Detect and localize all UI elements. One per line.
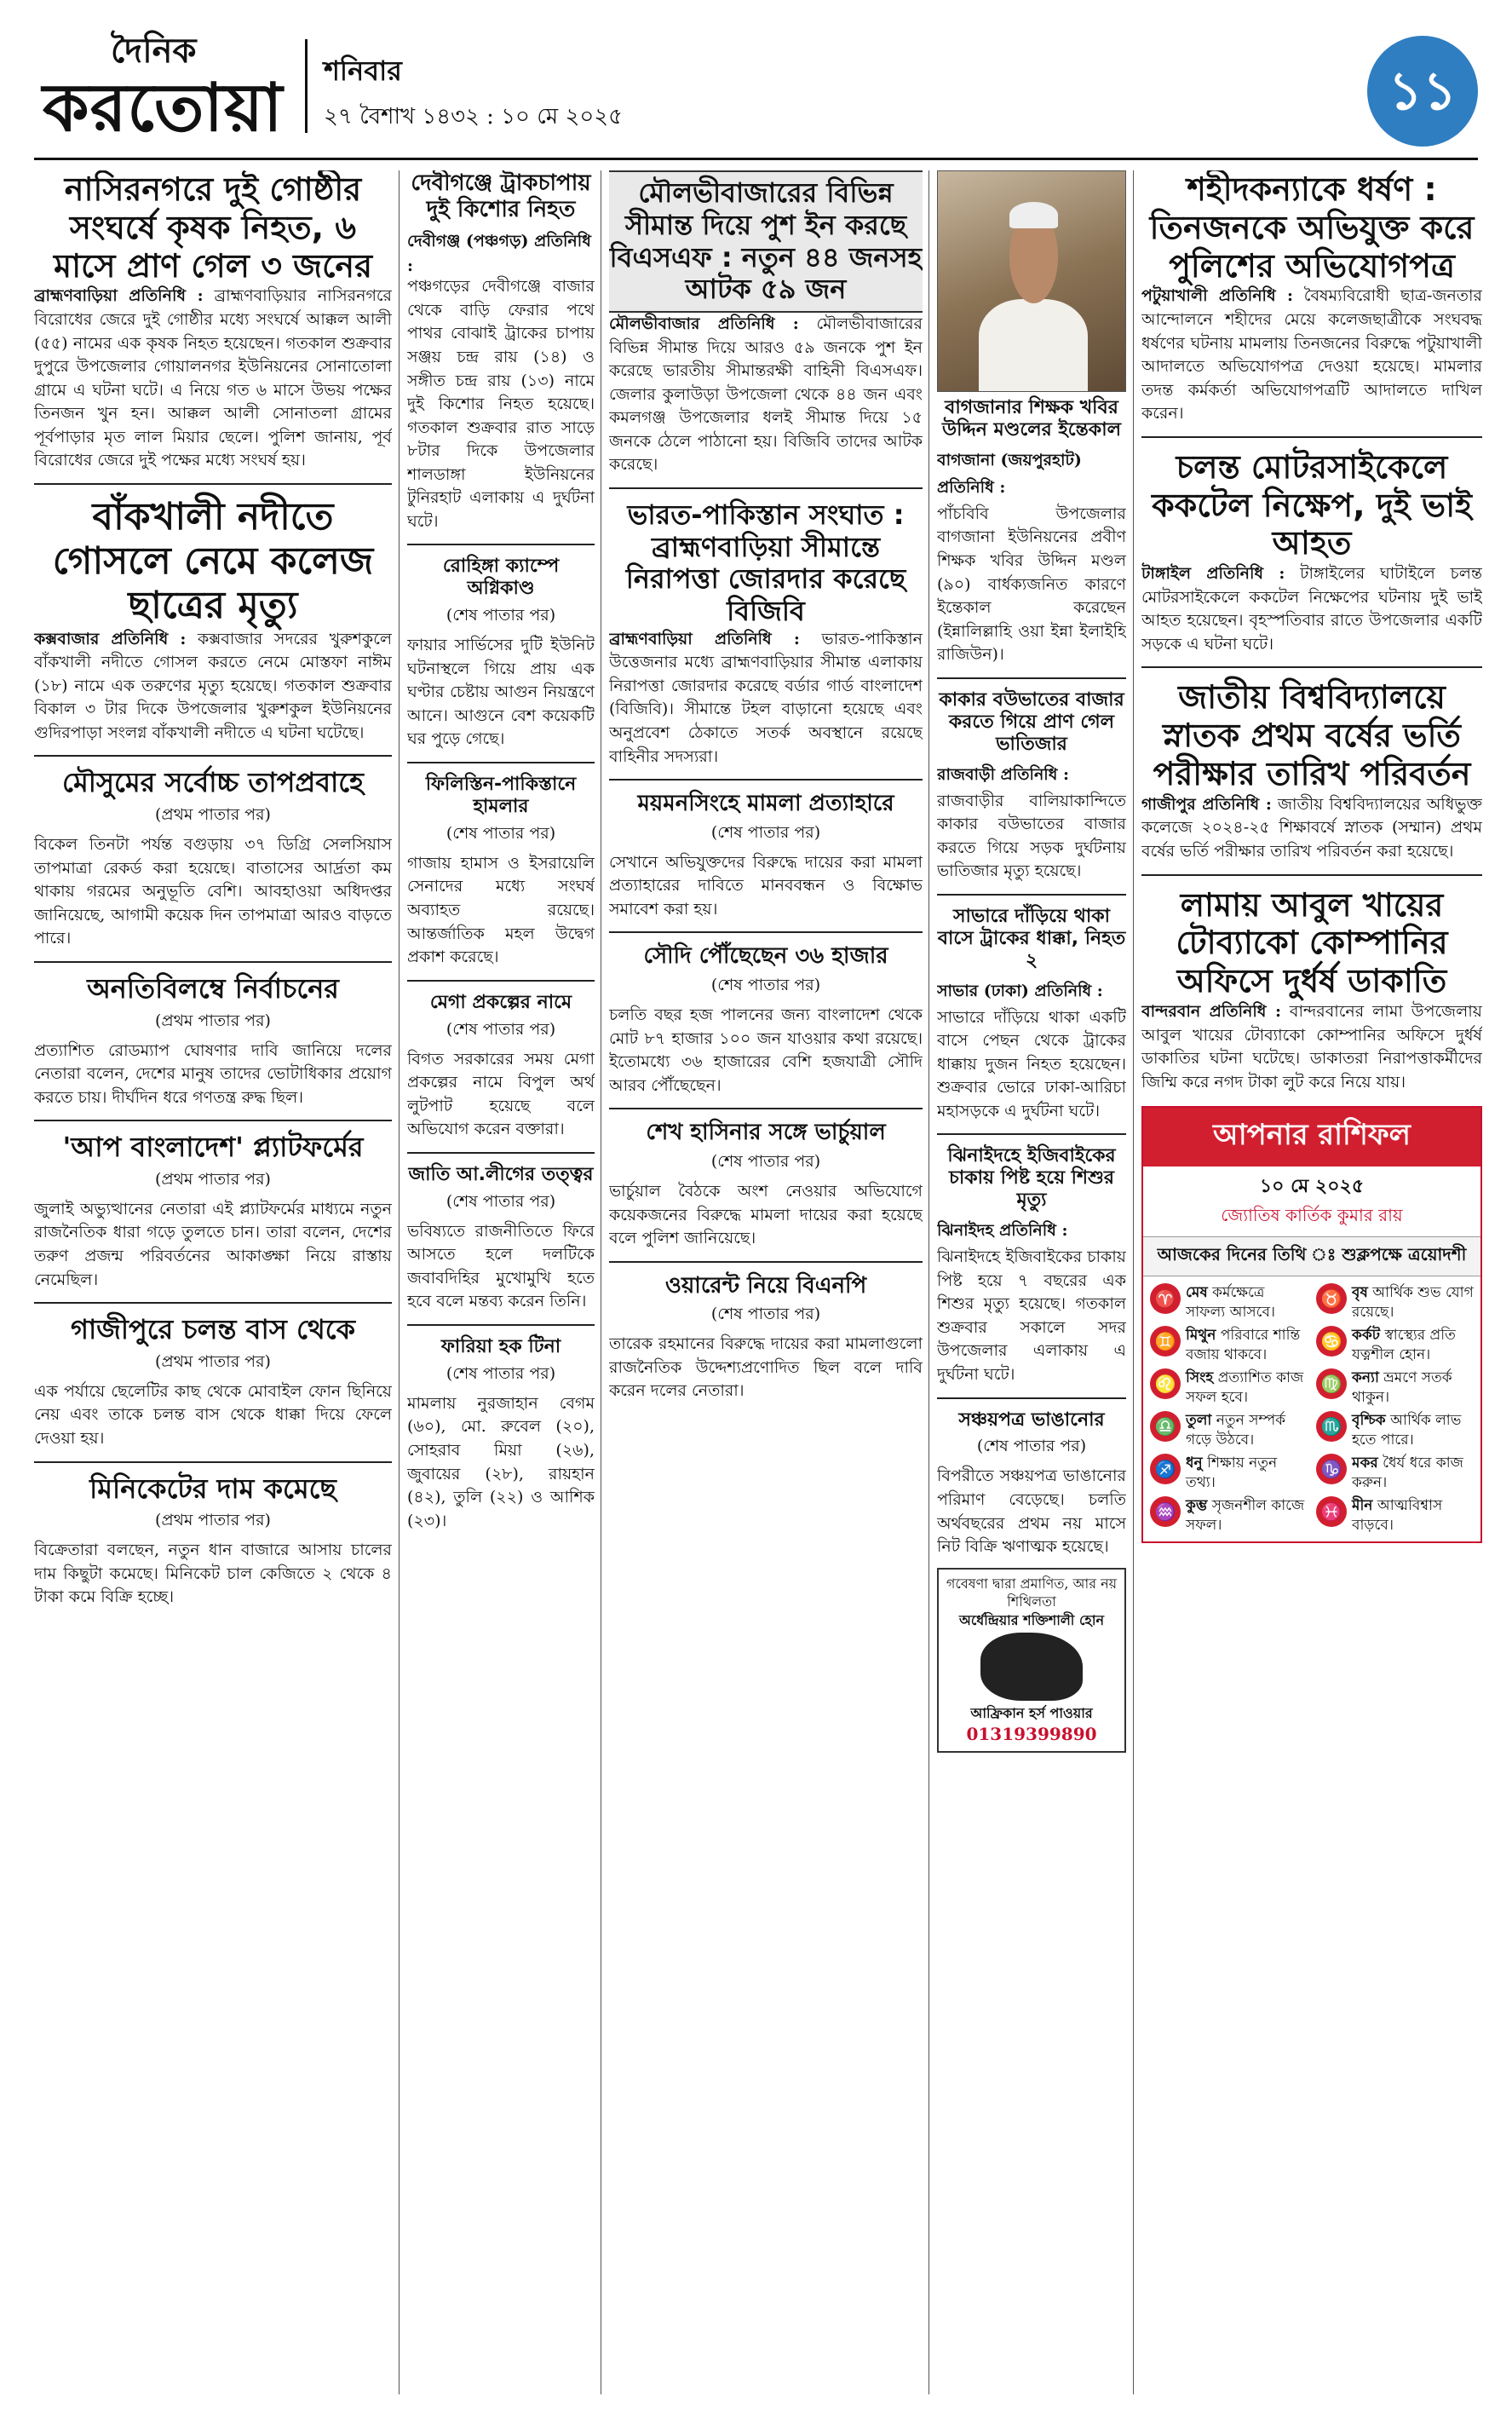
horoscope-item (1150, 1326, 1308, 1365)
article-body (34, 628, 392, 746)
article-text: জুলাই অভ্যুত্থানের নেতারা এই প্ল্যাটফর্মের মাধ্যমে নতুন রাজনৈতিক ধারা গড়ে তুলতে চান। তারা বলেন, দেশের তরুণ প্রজন্ম পরিবর্তনের আকাঙ্ক্ষা নিয়ে রাস্তায় নেমেছিল। (34, 1199, 392, 1289)
headline-hajj: সৌদি পৌঁছেছেন ৩৬ হাজার (643, 943, 888, 970)
reporter-credit: মৌলভীবাজার প্রতিনিধি : (609, 314, 799, 333)
headline-debiganj: দেবীগঞ্জে ট্রাকচাপায় দুই কিশোর নিহত (411, 170, 591, 222)
headline-rajbari: কাকার বউভাতের বাজার করতে গিয়ে প্রাণ গেল ভাতিজার (939, 688, 1124, 755)
headline-india-pakistan: ভারত-পাকিস্তান সংঘাত : ব্রাহ্মণবাড়িয়া সীমান্তে নিরাপত্তা জোরদার করেছে বিজিবি (625, 498, 906, 628)
horoscope-date: ১০ মে ২০২৫ (1259, 1175, 1365, 1198)
page-number: ১১ (1367, 36, 1478, 147)
zodiac-reading: ধৈর্য ধরে কাজ করুন। (1352, 1454, 1463, 1491)
zodiac-name: কন্যা (1352, 1368, 1379, 1386)
article-divider (34, 1120, 392, 1121)
zodiac-name: মেষ (1186, 1284, 1208, 1302)
article-divider (34, 483, 392, 485)
horoscope-grid (1143, 1276, 1480, 1541)
article-text: বৈষম্যবিরোধী ছাত্র-জনতার আন্দোলনে শহীদের মেয়ে কলেজছাত্রীকে সংঘবদ্ধ ধর্ষণের ঘটনায় মামলায় তিনজনের বিরুদ্ধে পটুয়াখালী আদালতে অভিযোগপত্র দেওয়া হয়েছে। মামলার তদন্ত কর্মকর্তা অভিযোগপত্রটি আদালতে দাখিল করেন। (1141, 286, 1482, 423)
headline-faria-hoque: ফারিয়া হক টিনা (440, 1335, 561, 1357)
horoscope-text (1352, 1411, 1474, 1450)
reporter-credit: টাঙ্গাইল প্রতিনিধি : (1141, 564, 1285, 584)
reporter-credit: রাজবাড়ী প্রতিনিধি : (937, 764, 1070, 784)
continuation-note: (শেষ পাতার পর) (710, 1305, 821, 1324)
zodiac-name: তুলা (1186, 1411, 1212, 1429)
article-divider (937, 894, 1126, 896)
horoscope-item (1150, 1368, 1308, 1408)
horoscope-text (1186, 1326, 1308, 1365)
zodiac-reading: আর্থিক লাভ হতে পারে। (1352, 1411, 1462, 1449)
continuation-note: (শেষ পাতার পর) (710, 1151, 821, 1171)
headline-savings: সঞ্চয়পত্র ভাঙানোর (958, 1408, 1105, 1431)
continuation-note: (শেষ পাতার পর) (710, 976, 821, 995)
headline-election: অনতিবিলম্বে নির্বাচনের (87, 971, 339, 1005)
article-divider (937, 1133, 1126, 1135)
article-text: বিপরীতে সঞ্চয়পত্র ভাঙানোর পরিমাণ বেড়েছে। চলতি অর্থবছরের প্রথম নয় মাসে নিট বিক্রি ঋণাত্মক হয়েছে। (937, 1466, 1126, 1557)
article-text: এক পর্যায়ে ছেলেটির কাছ থেকে মোবাইল ফোন ছিনিয়ে নেয় এবং তাকে চলন্ত বাস থেকে ধাক্কা দিয়ে ফেলে দেওয়া হয়। (34, 1381, 392, 1448)
column-rule (1133, 170, 1134, 2394)
article-text: মৌলভীবাজারের বিভিন্ন সীমান্ত দিয়ে আরও ৫৯ জনকে পুশ ইন করেছে ভারতীয় সীমান্তরক্ষী বাহিনী বিএসএফ। জেলার কুলাউড়া উপজেলা থেকে ৪৪ জন এবং কমলগঞ্জ উপজেলার ধলই সীমান্ত দিয়ে ১৫ জনকে ঠেলে পাঠানো হয়। বিজিবি তাদের আটক করেছে। (609, 314, 923, 475)
horoscope-text (1352, 1283, 1474, 1322)
article-text: সাভারে দাঁড়িয়ে থাকা একটি বাসে পেছন থেকে ট্রাকের ধাক্কায় দুজন নিহত হয়েছেন। শুক্রবার ভোরে ঢাকা-আরিচা মহাসড়কে এ দুর্ঘটনা ঘটে। (937, 1007, 1126, 1120)
zodiac-reading: প্রত্যাশিত কাজ সফল হবে। (1186, 1368, 1304, 1406)
tithi-line: আজকের দিনের তিথি ঃ শুক্লপক্ষে ত্রয়োদশী (1143, 1236, 1480, 1276)
zodiac-name: কুম্ভ (1186, 1496, 1208, 1514)
article-divider (34, 961, 392, 963)
horoscope-item (1316, 1411, 1474, 1450)
headline-mega-project: মেগা প্রকল্পের নামে (429, 991, 572, 1013)
continuation-note: (শেষ পাতার পর) (446, 1019, 556, 1039)
ad-product: আফ্রিকান হর্স পাওয়ার (970, 1705, 1093, 1722)
zodiac-name: বৃষ (1352, 1284, 1368, 1302)
photo-cap (1009, 202, 1058, 228)
continuation-note: (প্রথম পাতার পর) (155, 805, 271, 825)
article-divider (609, 931, 923, 933)
article-divider (609, 1108, 923, 1109)
continuation-note: (শেষ পাতার পর) (976, 1437, 1087, 1456)
headline-miniket: মিনিকেটের দাম কমেছে (89, 1472, 336, 1505)
headline-heatwave: মৌসুমের সর্বোচ্চ তাপপ্রবাহে (62, 766, 364, 799)
article-text: ভবিষ্যতে রাজনীতিতে ফিরে আসতে হলে দলটিকে জবাবদিহির মুখোমুখি হতে হবে বলে মন্তব্য করেন তিনি। (407, 1221, 595, 1311)
reporter-credit: পটুয়াখালী প্রতিনিধি : (1141, 286, 1293, 306)
zodiac-reading: শিক্ষায় নতুন তথ্য। (1186, 1454, 1278, 1491)
reporter-credit: দেবীগঞ্জ (পঞ্চগড়) প্রতিনিধি : (407, 232, 591, 276)
horoscope-text (1186, 1454, 1308, 1493)
reporter-credit: ব্রাহ্মণবাড়িয়া প্রতিনিধি : (609, 629, 800, 648)
article-text: টাঙ্গাইলের ঘাটাইলে চলন্ত মোটরসাইকেলে ককটেল নিক্ষেপের ঘটনায় দুই ভাই আহত হয়েছেন। বৃহস্পতিবার রাতে উপজেলার একটি সড়কে এ ঘটনা ঘটে। (1141, 564, 1482, 654)
article-divider (609, 1261, 923, 1263)
headline-nasirnagar: নাসিরনগরে দুই গোষ্ঠীর সংঘর্ষে কৃষক নিহত, ৬ মাসে প্রাণ গেল ৩ জনের (54, 170, 372, 285)
issue-date: ২৭ বৈশাখ ১৪৩২ : ১০ মে ২০২৫ (324, 104, 624, 130)
zodiac-name: মিথুন (1186, 1327, 1216, 1345)
horoscope-author: জ্যোতিষ কার্তিক কুমার রায় (1221, 1205, 1403, 1226)
zodiac-icon: ♈ (1150, 1283, 1181, 1314)
zodiac-icon: ♎ (1150, 1411, 1181, 1442)
zodiac-reading: স্বাস্থ্যের প্রতি যত্নশীল হোন। (1352, 1327, 1456, 1364)
continuation-note: (শেষ পাতার পর) (446, 823, 556, 843)
headline-jhenaidah: ঝিনাইদহে ইজিবাইকের চাকায় পিষ্ট হয়ে শিশুর মৃত্যু (947, 1145, 1116, 1212)
horse-icon (980, 1633, 1083, 1701)
reporter-credit: গাজীপুর প্রতিনিধি : (1141, 794, 1272, 814)
headline-hasina-virtual: শেখ হাসিনার সঙ্গে ভার্চুয়াল (646, 1120, 886, 1146)
horoscope-item (1316, 1326, 1474, 1365)
zodiac-name: মীন (1352, 1496, 1373, 1514)
article-body (609, 313, 923, 477)
zodiac-icon: ♊ (1150, 1326, 1181, 1357)
zodiac-icon: ♒ (1150, 1496, 1181, 1527)
zodiac-icon: ♑ (1316, 1454, 1347, 1484)
horoscope-item (1150, 1411, 1308, 1450)
column-5 (1141, 170, 1482, 2403)
headline-cocktail: চলন্ত মোটরসাইকেলে ককটেল নিক্ষেপ, দুই ভাই আহত (1152, 447, 1472, 562)
horoscope-item (1150, 1496, 1308, 1535)
zodiac-icon: ♐ (1150, 1454, 1181, 1484)
article-divider (407, 980, 595, 982)
article-divider (34, 1302, 392, 1304)
article-divider (407, 1324, 595, 1326)
horoscope-text (1186, 1283, 1308, 1322)
article-divider (407, 1152, 595, 1154)
article-text: বিকেল তিনটা পর্যন্ত বগুড়ায় ৩৭ ডিগ্রি সেলসিয়াস তাপমাত্রা রেকর্ড করা হয়েছে। বাতাসের আর্দ্রতা কম থাকায় গরমের অনুভূতি বেশি। আবহাওয়া অধিদপ্তর জানিয়েছে, আগামী কয়েক দিন তাপমাত্রা আরও বাড়তে পারে। (34, 835, 392, 948)
article-divider (937, 677, 1126, 679)
article-text: চলতি বছর হজ পালনের জন্য বাংলাদেশ থেকে মোট ৮৭ হাজার ১০০ জন যাওয়ার কথা রয়েছে। ইতোমধ্যে ৩৬ হাজারের বেশি হজযাত্রী সৌদি আরব পৌঁছেছেন। (609, 1005, 923, 1095)
article-divider (609, 487, 923, 489)
logo-small: দৈনিক (111, 32, 197, 71)
article-text: রাজবাড়ীর বালিয়াকান্দিতে কাকার বউভাতের বাজার করতে গিয়ে সড়ক দুর্ঘটনায় ভাতিজার মৃত্যু হয়েছে। (937, 791, 1126, 881)
zodiac-icon: ♌ (1150, 1368, 1181, 1399)
zodiac-reading: কর্মক্ষেত্রে সাফল্য আসবে। (1186, 1284, 1276, 1322)
continuation-note: (শেষ পাতার পর) (446, 606, 556, 625)
article-divider (1141, 874, 1482, 876)
advertisement (937, 1568, 1126, 1753)
reporter-credit: ঝিনাইদহ প্রতিনিধি : (937, 1221, 1068, 1241)
horoscope-item (1316, 1283, 1474, 1322)
article-text: ঝিনাইদহে ইজিবাইকের চাকায় পিষ্ট হয়ে ৭ বছরের এক শিশুর মৃত্যু হয়েছে। গতকাল শুক্রবার সকালে সদর উপজেলার এলাকায় এ দুর্ঘটনা ঘটে। (937, 1247, 1126, 1384)
article-text: পাঁচবিবি উপজেলার বাগজানা ইউনিয়নের প্রবীণ শিক্ষক খবির উদ্দিন মণ্ডল (৯০) বার্ধক্যজনিত কারণে ইন্তেকাল করেছেন (ইন্নালিল্লাহি ওয়া ইন্না ইলাইহি রাজিউন)। (937, 504, 1126, 665)
column-rule (928, 170, 929, 2394)
horoscope-item (1316, 1496, 1474, 1535)
column-4 (937, 170, 1126, 2403)
article-body (34, 285, 392, 472)
ad-phone: 01319399890 (966, 1724, 1097, 1745)
article-divider (34, 755, 392, 757)
column-1 (34, 170, 392, 2403)
article-text: বান্দরবানের লামা উপজেলায় আবুল খায়ের টোব্যাকো কোম্পানির অফিসে দুর্ধর্ষ ডাকাতির ঘটনা ঘটেছে। ডাকাতরা নিরাপত্তাকর্মীদের জিম্মি করে নগদ টাকা লুট করে নিয়ে যায়। (1141, 1002, 1482, 1092)
masthead-divider (305, 39, 308, 133)
obituary-caption: বাগজানার শিক্ষক খবির উদ্দিন মণ্ডলের ইন্তেকাল (942, 397, 1121, 441)
continuation-note: (প্রথম পাতার পর) (155, 1351, 271, 1371)
horoscope-title: আপনার রাশিফল (1143, 1108, 1480, 1167)
zodiac-icon: ♋ (1316, 1326, 1347, 1357)
zodiac-name: ধনু (1186, 1454, 1203, 1472)
article-text: মামলায় নুরজাহান বেগম (৬০), মো. রুবেল (২০), সোহরাব মিয়া (২৬), জুবায়ের (২৮), রায়হান (৪২), তুলি (২২) ও আশিক (২৩)। (407, 1393, 595, 1530)
zodiac-reading: আত্মবিশ্বাস বাড়বে। (1352, 1496, 1443, 1534)
headline-mymensingh: ময়মনসিংহে মামলা প্রত্যাহারে (637, 791, 894, 817)
ad-tagline: গবেষণা দ্বারা প্রমাণিত, আর নয় শিথিলতা (946, 1575, 1118, 1610)
zodiac-icon: ♍ (1316, 1368, 1347, 1399)
zodiac-reading: ভ্রমণে সতর্ক থাকুন। (1352, 1368, 1452, 1406)
issue-day: শনিবার (324, 55, 402, 87)
zodiac-name: সিংহ (1186, 1368, 1214, 1386)
article-text: জাতীয় বিশ্ববিদ্যালয়ের অধিভুক্ত কলেজে ২০২৪-২৫ শিক্ষাবর্ষে স্নাতক (সম্মান) প্রথম বর্ষের ভর্তি পরীক্ষার তারিখ পরিবর্তন করা হয়েছে। (1141, 794, 1482, 861)
article-text: প্রত্যাশিত রোডম্যাপ ঘোষণার দাবি জানিয়ে দলের নেতারা বলেন, দেশের মানুষ তাদের ভোটাধিকার প্রয়োগ করতে চায়। দীর্ঘদিন ধরে গণতন্ত্র রুদ্ধ ছিল। (34, 1040, 392, 1107)
horoscope-box (1141, 1106, 1482, 1543)
reporter-credit: বাগজানা (জয়পুরহাট) প্রতিনিধি : (937, 450, 1082, 497)
headline-lama-robbery: লামায় আবুল খায়ের টোব্যাকো কোম্পানির অফিসে দুর্ধর্ষ ডাকাতি (1176, 885, 1448, 1000)
headline-national-university: জাতীয় বিশ্ববিদ্যালয়ে স্নাতক প্রথম বর্ষের ভর্তি পরীক্ষার তারিখ পরিবর্তন (1153, 678, 1471, 793)
article-text: সেখানে অভিযুক্তদের বিরুদ্ধে দায়ের করা মামলা প্রত্যাহারের দাবিতে মানববন্ধন ও বিক্ষোভ সমাবেশ করা হয়। (609, 852, 923, 919)
zodiac-name: মকর (1352, 1454, 1378, 1472)
article-divider (407, 544, 595, 545)
article-body (609, 628, 923, 769)
article-body (1141, 285, 1482, 425)
headline-rohingya: রোহিঙ্গা ক্যাম্পে অগ্নিকাণ্ড (442, 556, 560, 600)
article-text: পঞ্চগড়ের দেবীগঞ্জে বাজার থেকে বাড়ি ফেরার পথে পাথর বোঝাই ট্রাকের চাপায় সঞ্জয় চন্দ্র রায় (১৪) ও সঙ্গীত চন্দ্র রায় (১৩) নামে দুই কিশোর নিহত হয়েছে। গতকাল শুক্রবার রাত সাড়ে ৮টার দিকে উপজেলার শালডাঙ্গা ইউনিয়নের টুনিরহাট এলাকায় এ দুর্ঘটনা ঘটে। (407, 277, 595, 531)
article-text: তারেক রহমানের বিরুদ্ধে দায়ের করা মামলাগুলো রাজনৈতিক উদ্দেশ্যপ্রণোদিত ছিল বলে দাবি করেন দলের নেতারা। (609, 1334, 923, 1401)
horoscope-text (1352, 1326, 1474, 1365)
column-2 (407, 170, 595, 2403)
zodiac-icon: ♓ (1316, 1496, 1347, 1527)
column-rule (399, 170, 400, 2394)
column-3 (609, 170, 923, 2403)
article-text: ভার্চুয়াল বৈঠকে অংশ নেওয়ার অভিযোগে কয়েকজনের বিরুদ্ধে মামলা দায়ের করা হয়েছে বলে পুলিশ জানিয়েছে। (609, 1181, 923, 1248)
continuation-note: (প্রথম পাতার পর) (155, 1511, 271, 1530)
continuation-note: (শেষ পাতার পর) (446, 1363, 556, 1383)
headline-up-bangladesh: 'আপ বাংলাদেশ' প্ল্যাটফর্মের (62, 1131, 364, 1164)
article-text: বিগত সরকারের সময় মেগা প্রকল্পের নামে বিপুল অর্থ লুটপাট হয়েছে বলে অভিযোগ করেন বক্তারা। (407, 1049, 595, 1139)
zodiac-reading: পরিবারে শান্তি বজায় থাকবে। (1186, 1327, 1301, 1364)
article-divider (937, 1397, 1126, 1399)
horoscope-item (1316, 1454, 1474, 1493)
ad-tagline-2: অর্ধেন্দ্রিয়ার শক্তিশালী হোন (958, 1611, 1105, 1628)
horoscope-text (1186, 1411, 1308, 1450)
horoscope-text (1352, 1496, 1474, 1535)
headline-moulvibazar: মৌলভীবাজারের বিভিন্ন সীমান্ত দিয়ে পুশ ইন করছে বিএসএফ : নতুন ৪৪ জনসহ আটক ৫৯ জন (609, 176, 923, 306)
article-text: বিক্রেতারা বলছেন, নতুন ধান বাজারে আসায় চালের দাম কিছুটা কমেছে। মিনিকেট চাল কেজিতে ২ থেকে ৪ টাকা কমে বিক্রি হচ্ছে। (34, 1541, 392, 1607)
headline-bakkhali: বাঁকখালী নদীতে গোসলে নেমে কলেজ ছাত্রের মৃত্যু (52, 494, 374, 627)
article-text: গাজায় হামাস ও ইসরায়েলি সেনাদের মধ্যে সংঘর্ষ অব্যাহত রয়েছে। আন্তর্জাতিক মহল উদ্বেগ প্রকাশ করেছে। (407, 853, 595, 967)
article-divider (1141, 666, 1482, 668)
headline-awami-league: জাতি আ.লীগের তত্ত্বর (408, 1163, 594, 1185)
reporter-credit: কক্সবাজার প্রতিনিধি : (34, 629, 187, 648)
article-body (1141, 562, 1482, 656)
article-divider (1141, 436, 1482, 438)
headline-banner (609, 170, 923, 313)
headline-gazipur-bus: গাজীপুরে চলন্ত বাস থেকে (71, 1313, 355, 1346)
article-text: ব্রাহ্মণবাড়িয়ার নাসিরনগরে বিরোধের জেরে দুই গোষ্ঠীর মধ্যে সংঘর্ষে আক্কল আলী (৫৫) নামের এক কৃষক নিহত হয়েছেন। গতকাল শুক্রবার দুপুরে উপজেলার গোয়ালনগর ইউনিয়নের সোনাতোলা গ্রামে এ ঘটনা ঘটে। এ নিয়ে গত ৬ মাসে উভয় পক্ষের তিনজন খুন হন। আক্কল আলী সোনাতলা গ্রামের পূর্বপাড়ার মৃত লাল মিয়ার ছেলে। পুলিশ জানায়, পূর্ব বিরোধের জেরে দুই পক্ষের মধ্যে সংঘর্ষ হয়। (34, 286, 392, 470)
reporter-credit: সাভার (ঢাকা) প্রতিনিধি : (937, 981, 1103, 1000)
zodiac-icon: ♏ (1316, 1411, 1347, 1442)
zodiac-reading: নতুন সম্পর্ক গড়ে উঠবে। (1186, 1411, 1286, 1449)
obituary-photo (937, 170, 1126, 392)
zodiac-name: কর্কট (1352, 1327, 1381, 1345)
zodiac-reading: আর্থিক শুভ যোগ রয়েছে। (1352, 1284, 1474, 1322)
zodiac-icon: ♉ (1316, 1283, 1347, 1314)
headline-warrant-bnp: ওয়ারেন্ট নিয়ে বিএনপি (664, 1272, 867, 1299)
continuation-note: (শেষ পাতার পর) (710, 822, 821, 842)
article-text: ভারত-পাকিস্তান উত্তেজনার মধ্যে ব্রাহ্মণবাড়িয়ার সীমান্ত এলাকায় নিরাপত্তা জোরদার করেছে বর্ডার গার্ড বাংলাদেশ (বিজিবি)। সীমান্তে টহল বাড়ানো হয়েছে এবং অনুপ্রবেশ ঠেকাতে সতর্ক অবস্থানে রয়েছে বাহিনীর সদস্যরা। (609, 629, 923, 766)
photo-figure (979, 299, 1088, 391)
horoscope-text (1186, 1496, 1308, 1535)
article-body (1141, 793, 1482, 864)
continuation-note: (শেষ পাতার পর) (446, 1191, 556, 1211)
horoscope-text (1352, 1368, 1474, 1408)
zodiac-name: বৃশ্চিক (1352, 1411, 1386, 1429)
reporter-credit: বান্দরবান প্রতিনিধি : (1141, 1002, 1281, 1022)
article-body (1141, 1000, 1482, 1094)
headline-martyr-daughter: শহীদকন্যাকে ধর্ষণ : তিনজনকে অভিযুক্ত করে পুলিশের অভিযোগপত্র (1149, 170, 1475, 285)
continuation-note: (প্রথম পাতার পর) (155, 1011, 271, 1030)
article-text: ফায়ার সার্ভিসের দুটি ইউনিট ঘটনাস্থলে গিয়ে প্রায় এক ঘণ্টার চেষ্টায় আগুন নিয়ন্ত্রণে আনে। আগুনে বেশ কয়েকটি ঘর পুড়ে গেছে। (407, 636, 595, 749)
horoscope-item (1316, 1368, 1474, 1408)
horoscope-item (1150, 1454, 1308, 1493)
article-text: কক্সবাজার সদরের খুরুশকুলে বাঁকখালী নদীতে গোসল করতে নেমে মোস্তফা নাঈম (১৮) নামে এক তরুণের মৃত্যু হয়েছে। গতকাল শুক্রবার বিকাল ৩ টার দিকে উপজেলার খুরুশকুল ইউনিয়নের গুদিরপাড়া সংলগ্ন বাঁকখালী নদীতে এ ঘটনা ঘটেছে। (34, 629, 392, 742)
headline-palestine: ফিলিস্তিন-পাকিস্তানে হামলার (425, 774, 577, 817)
zodiac-reading: সৃজনশীল কাজে সফল। (1186, 1496, 1305, 1534)
article-divider (407, 762, 595, 763)
horoscope-item (1150, 1283, 1308, 1322)
headline-savar: সাভারে দাঁড়িয়ে থাকা বাসে ট্রাকের ধাক্কা, নিহত ২ (937, 905, 1126, 971)
article-divider (609, 779, 923, 781)
continuation-note: (প্রথম পাতার পর) (155, 1169, 271, 1189)
newspaper-logo: করতোয়া (43, 70, 284, 147)
horoscope-text (1352, 1454, 1474, 1493)
masthead-rule (34, 158, 1478, 160)
horoscope-text (1186, 1368, 1308, 1408)
article-divider (34, 1461, 392, 1463)
masthead (34, 15, 1478, 160)
reporter-credit: ব্রাহ্মণবাড়িয়া প্রতিনিধি : (34, 286, 204, 306)
